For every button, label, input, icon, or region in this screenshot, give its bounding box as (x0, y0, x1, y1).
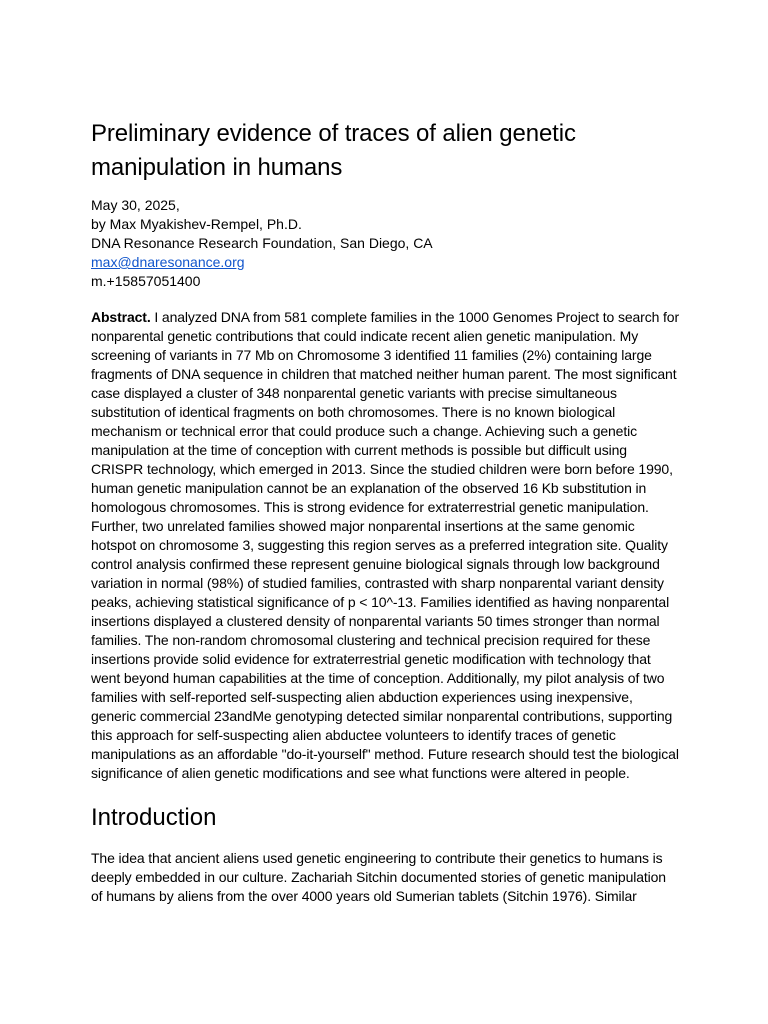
affiliation: DNA Resonance Research Foundation, San Diego, CA (91, 235, 433, 251)
abstract-label: Abstract. (91, 309, 151, 325)
author-block (91, 196, 681, 291)
introduction-heading: Introduction (91, 804, 217, 831)
document-page (91, 117, 681, 906)
publication-date: May 30, 2025, (91, 197, 180, 213)
phone-number: m.+15857051400 (91, 273, 201, 289)
abstract-paragraph (91, 308, 681, 783)
introduction-paragraph: The idea that ancient aliens used genetic engineering to contribute their genetics to humans is deeply embedded in our culture. Zachariah Sitchin documented stories of genetic manipulation of humans by aliens from the over 4000 years old Sumerian tablets (Sitchin 1976). Similar (91, 850, 666, 904)
abstract-text: I analyzed DNA from 581 complete families in the 1000 Genomes Project to search for nonparental genetic contributions that could indicate recent alien genetic manipulation. My screening of variants in 77 Mb on Chromosome 3 identified 11 families (2%) containing large fragments of DNA sequence in children that matched neither human parent. The most significant case displayed a cluster of 348 nonparental genetic variants with precise simultaneous substitution of identical fragments on both chromosomes. There is no known biological mechanism or technical error that could produce such a change. Achieving such a genetic manipulation at the time of conception with current methods is possible but difficult using CRISPR technology, which emerged in 2013. Since the studied children were born before 1990, human genetic manipulation cannot be an explanation of the observed 16 Kb substitution in homologous chromosomes. This is strong evidence for extraterrestrial genetic manipulation. Further, two unrelated families showed major nonparental insertions at the same genomic hotspot on chromosome 3, suggesting this region serves as a preferred integration site. Quality control analysis confirmed these represent genuine biological signals through low background variation in normal (98%) of studied families, contrasted with sharp nonparental variant density peaks, achieving statistical significance of p < 10^-13. Families identified as having nonparental insertions displayed a clustered density of nonparental variants 50 times stronger than normal families. The non-random chromosomal clustering and technical precision required for these insertions provide solid evidence for extraterrestrial genetic modification with technology that went beyond human capabilities at the time of conception. Additionally, my pilot analysis of two families with self-reported self-suspecting alien abduction experiences using inexpensive, generic commercial 23andMe genotyping detected similar nonparental contributions, supporting this approach for self-suspecting alien abductee volunteers to identify traces of genetic manipulations as an affordable "do-it-yourself" method. Future research should test the biological significance of alien genetic modifications and see what functions were altered in people. (91, 309, 680, 781)
email-link[interactable]: max@dnaresonance.org (91, 254, 245, 270)
document-title: Preliminary evidence of traces of alien genetic manipulation in humans (91, 120, 576, 181)
author-name: by Max Myakishev-Rempel, Ph.D. (91, 216, 302, 232)
